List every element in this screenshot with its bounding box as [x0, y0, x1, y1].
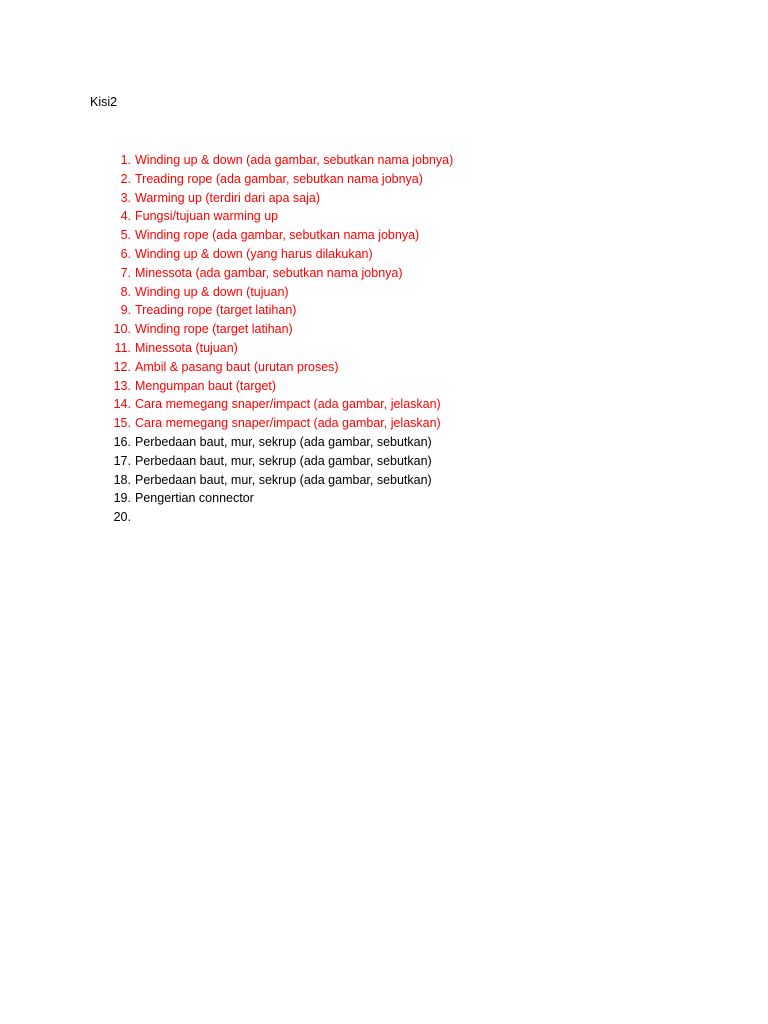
- list-item-number: 5.: [120, 228, 131, 243]
- list-item-text: Winding rope (ada gambar, sebutkan nama jobnya): [135, 228, 420, 243]
- list-item-text: Fungsi/tujuan warming up: [135, 209, 279, 224]
- list-item: [100, 433, 700, 452]
- list-item-number: 17.: [113, 453, 131, 468]
- list-item-number: 7.: [120, 265, 131, 280]
- list-item: [100, 320, 700, 339]
- list-item-text: Treading rope (target latihan): [135, 303, 297, 318]
- list-item-number: 8.: [120, 284, 131, 299]
- list-item: [100, 283, 700, 302]
- list-item: [100, 189, 700, 208]
- list-item-number: 11.: [114, 340, 131, 355]
- list-item: [100, 207, 700, 226]
- list-item-number: 10.: [113, 322, 131, 337]
- list-item-text: Warming up (terdiri dari apa saja): [135, 190, 321, 205]
- list-item-number: 4.: [120, 209, 131, 224]
- list-item-text: Winding rope (target latihan): [135, 322, 293, 337]
- list-item-text: Minessota (ada gambar, sebutkan nama jobnya): [135, 265, 403, 280]
- list-item: [100, 264, 700, 283]
- list-item-text: Winding up & down (tujuan): [135, 284, 289, 299]
- list-item: [100, 151, 700, 170]
- list-item: [100, 377, 700, 396]
- list-item-number: 1.: [120, 153, 131, 167]
- list-item: [100, 245, 700, 264]
- list-item-number: 15.: [113, 416, 131, 431]
- list-item-text: Winding up & down (ada gambar, sebutkan nama jobnya): [135, 153, 454, 167]
- list-item: [100, 226, 700, 245]
- list-item-text: Perbedaan baut, mur, sekrup (ada gambar, sebutkan): [135, 434, 432, 449]
- list-item-text: Perbedaan baut, mur, sekrup (ada gambar, sebutkan): [135, 472, 432, 487]
- list-item: [100, 489, 700, 508]
- list-item-number: 13.: [113, 378, 131, 393]
- list-item-number: 3.: [120, 190, 131, 205]
- list-item-text: Minessota (tujuan): [135, 340, 238, 355]
- list-item: [100, 170, 700, 189]
- list-item-text: Cara memegang snaper/impact (ada gambar, jelaskan): [135, 416, 441, 431]
- list-item-number: 18.: [113, 472, 131, 487]
- list-item-text: Pengertian connector: [135, 491, 254, 506]
- list-item: [100, 339, 700, 358]
- list-item-number: 9.: [120, 303, 131, 318]
- list-item: [100, 414, 700, 433]
- list-item-text: Mengumpan baut (target): [135, 378, 277, 393]
- list-item-text: Treading rope (ada gambar, sebutkan nama jobnya): [135, 171, 423, 186]
- list-item: [100, 301, 700, 320]
- list-item-number: 6.: [120, 246, 131, 261]
- list-item: [100, 358, 700, 377]
- list-item: [100, 452, 700, 471]
- list-item-text: Winding up & down (yang harus dilakukan): [135, 246, 373, 261]
- list-item: [100, 508, 700, 527]
- list-item: [100, 395, 700, 414]
- list-item-number: 2.: [120, 171, 131, 186]
- list-item-text: Perbedaan baut, mur, sekrup (ada gambar, sebutkan): [135, 453, 432, 468]
- list-item-number: 20.: [113, 510, 131, 525]
- list-item-number: 19.: [113, 491, 131, 506]
- document-title: Kisi2: [90, 95, 118, 109]
- list-item-number: 16.: [113, 434, 131, 449]
- list-item: [100, 471, 700, 490]
- list-item-number: 12.: [113, 359, 131, 374]
- list-item-text: Ambil & pasang baut (urutan proses): [135, 359, 339, 374]
- list-item-text: Cara memegang snaper/impact (ada gambar, jelaskan): [135, 397, 441, 412]
- list-item-number: 14.: [113, 397, 131, 412]
- numbered-list: [100, 151, 700, 527]
